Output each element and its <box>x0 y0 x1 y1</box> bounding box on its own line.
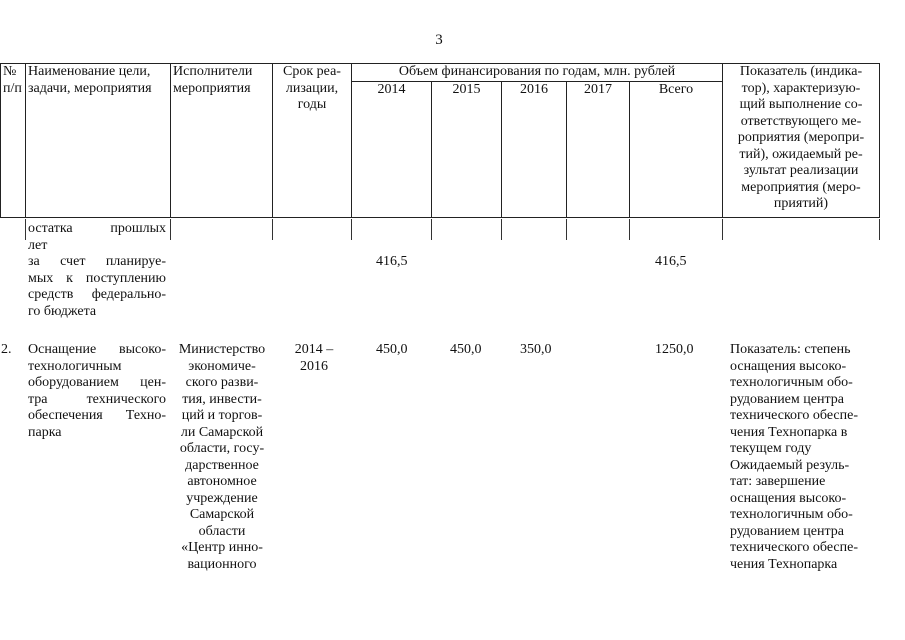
column-divider <box>272 219 273 240</box>
column-divider <box>351 219 352 240</box>
column-divider <box>25 219 26 240</box>
row-2-number: 2. <box>1 342 12 357</box>
row-2-term: 2014 – 2016 <box>294 342 334 374</box>
column-divider <box>722 219 723 240</box>
column-divider <box>431 219 432 240</box>
header-col-financing: Объем финансирования по годам, млн. рублей <box>352 64 723 82</box>
header-col-term: Срок реа- лизации, годы <box>273 64 352 218</box>
column-divider <box>629 219 630 240</box>
header-col-indicator: Показатель (индика- тор), характеризую- щий выполнение со- ответствующего ме- роприятия (меропри- тий), ожидаемый ре- зультат реализации мероприятия (меро- приятий) <box>723 64 880 218</box>
column-divider <box>170 219 171 240</box>
row-2-name: Оснащение высоко- технологичным оборудованием цен- тра технического обеспечения Техно- парка <box>28 342 166 440</box>
table-header <box>0 63 880 218</box>
header-col-name: Наименование цели, задачи, мероприятия <box>26 64 171 218</box>
row-2-2016: 350,0 <box>520 342 552 357</box>
header-col-number: № п/п <box>1 64 26 218</box>
row-prev-2014: 416,5 <box>376 254 408 269</box>
column-divider <box>501 219 502 240</box>
row-2-indicator: Показатель: степень оснащения высоко- технологичным обо- рудованием центра технического обеспе- чения Технопарка в текущем году Ожидаемый резуль- тат: завершение оснащения высоко- технологичным обо- рудованием центра технического обеспе- чения Технопарка <box>730 342 859 572</box>
row-2-executors: Министерство экономиче- ского разви- тия, инвести- ций и торгов- ли Самарской области, госу- дарственное автономное учреждение Самарской области «Центр инно- вационного <box>178 342 266 572</box>
header-year-2015: 2015 <box>432 81 502 217</box>
row-prev-total: 416,5 <box>655 254 687 269</box>
row-2-2015: 450,0 <box>450 342 482 357</box>
header-total: Всего <box>630 81 723 217</box>
header-year-2014: 2014 <box>352 81 432 217</box>
row-2-2014: 450,0 <box>376 342 408 357</box>
page-number: 3 <box>435 32 443 48</box>
row-prev-name: остатка прошлых лет за счет планируе- мых к поступлению средств федерально- го бюджета <box>28 221 166 319</box>
row-2-total: 1250,0 <box>655 342 694 357</box>
column-divider <box>566 219 567 240</box>
header-year-2017: 2017 <box>567 81 630 217</box>
header-col-executors: Исполнители мероприятия <box>171 64 273 218</box>
header-year-2016: 2016 <box>502 81 567 217</box>
column-divider <box>879 219 880 240</box>
